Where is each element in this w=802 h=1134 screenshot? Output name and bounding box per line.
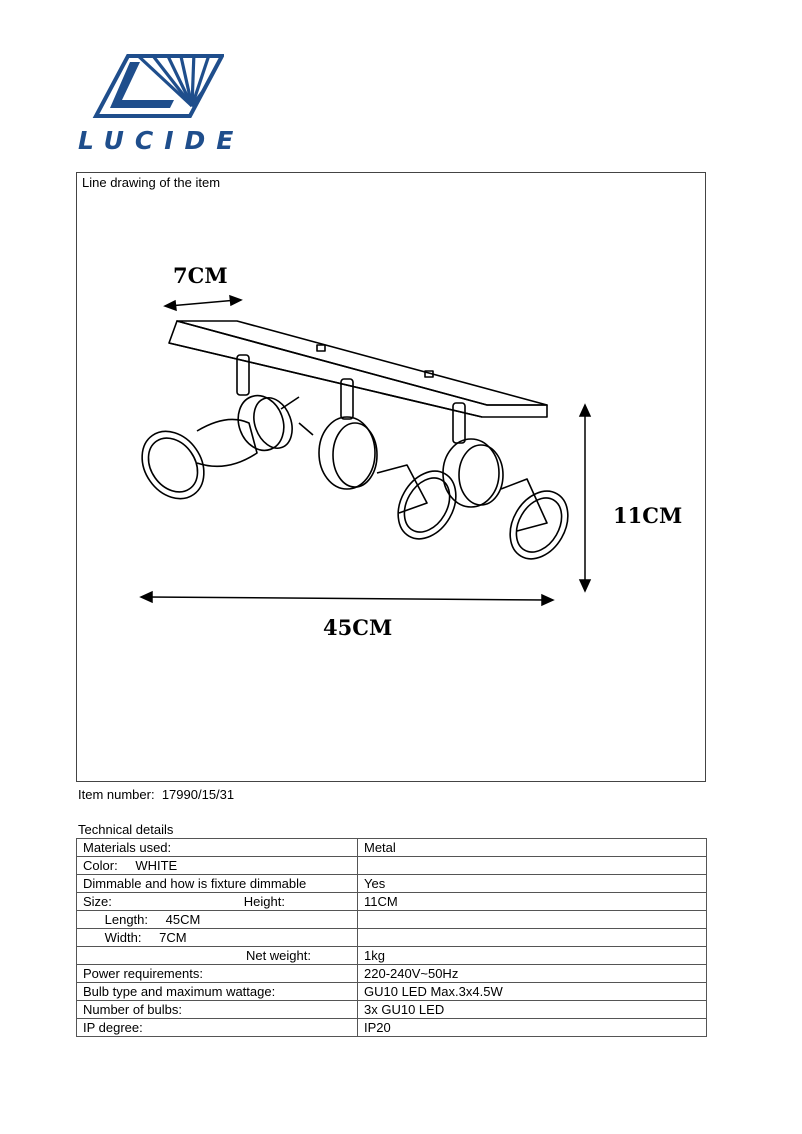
dimmable-label: Dimmable and how is fixture dimmable: [77, 875, 358, 893]
height-label: Height:: [243, 893, 285, 909]
table-row: [77, 947, 707, 965]
table-row: [77, 1001, 707, 1019]
length-empty-cell: [358, 911, 707, 929]
item-number-value: 17990/15/31: [161, 787, 235, 802]
item-number: [78, 787, 234, 802]
drawing-caption: Line drawing of the item: [82, 175, 221, 190]
dimmable-value: Yes: [358, 875, 707, 893]
mounting-bar-top: [177, 321, 547, 405]
technical-details-table: [76, 838, 707, 1037]
materials-label: Materials used:: [77, 839, 358, 857]
table-row: [77, 875, 707, 893]
length-cell: [77, 911, 358, 929]
table-row: [77, 965, 707, 983]
table-row: [77, 911, 707, 929]
bulbs-count-value: 3x GU10 LED: [358, 1001, 707, 1019]
table-row: [77, 983, 707, 1001]
color-value: WHITE: [135, 857, 178, 873]
dim-length-label: 45CM: [323, 615, 393, 640]
ip-value: IP20: [358, 1019, 707, 1037]
spot-stem-3: [453, 403, 465, 443]
power-label: Power requirements:: [77, 965, 358, 983]
net-weight-cell: [77, 947, 358, 965]
table-row: [77, 857, 707, 875]
table-row: [77, 839, 707, 857]
bulb-label: Bulb type and maximum wattage:: [77, 983, 358, 1001]
table-row: [77, 1019, 707, 1037]
size-cell: [77, 893, 358, 911]
technical-details-title: Technical details: [78, 822, 174, 837]
length-label: Length:: [104, 911, 148, 927]
item-number-label: Item number:: [78, 787, 155, 802]
table-row: [77, 929, 707, 947]
color-empty-cell: [358, 857, 707, 875]
line-drawing-panel: [76, 172, 706, 782]
width-cell: [77, 929, 358, 947]
net-weight-label: Net weight:: [245, 947, 311, 963]
ip-label: IP degree:: [77, 1019, 358, 1037]
spot-2: [299, 417, 468, 549]
height-value: 11CM: [358, 893, 707, 911]
net-weight-value: 1kg: [358, 947, 707, 965]
table-row: [77, 893, 707, 911]
width-value: 7CM: [159, 929, 187, 945]
dim-height-label: 11CM: [613, 503, 683, 528]
width-label: Width:: [104, 929, 142, 945]
bulbs-count-label: Number of bulbs:: [77, 1001, 358, 1019]
size-label: Size:: [83, 893, 112, 909]
spot-1: [129, 389, 299, 510]
brand-wordmark: LUCIDE: [78, 126, 245, 155]
power-value: 220-240V~50Hz: [358, 965, 707, 983]
color-cell: [77, 857, 358, 875]
materials-value: Metal: [358, 839, 707, 857]
dim-depth-label: 7CM: [173, 263, 228, 288]
fixture-line-drawing: [77, 173, 707, 783]
color-label: Color:: [83, 857, 118, 873]
length-value: 45CM: [165, 911, 201, 927]
mounting-bar-front: [169, 321, 547, 417]
bulb-value: GU10 LED Max.3x4.5W: [358, 983, 707, 1001]
spot-3: [443, 439, 580, 569]
width-empty-cell: [358, 929, 707, 947]
